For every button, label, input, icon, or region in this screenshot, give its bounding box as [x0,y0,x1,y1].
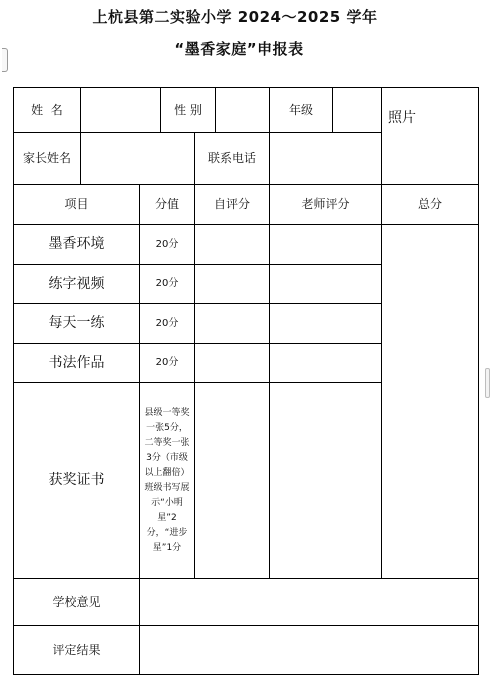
teacher-score-field[interactable] [270,225,381,264]
phone-label: 联系电话 [207,151,256,166]
table-border-bottom [13,674,478,675]
item-label: 书法作品 [48,354,105,371]
score-value: 20分 [155,357,179,368]
column-header-total: 总分 [417,197,442,212]
name-label: 姓 名 [31,102,63,117]
total-score-field[interactable] [382,225,478,578]
item-label: 每天一练 [48,315,105,332]
teacher-score-field[interactable] [270,383,381,578]
result-field[interactable] [140,626,478,674]
school-opinion-field[interactable] [140,579,478,625]
award-score-rules: 县级一等奖一张5分，二等奖一张3分（市级以上翻倍）班级书写展示“小明星”2分，“进步星”1分 [144,407,190,553]
parent-name-label: 家长姓名 [22,151,71,166]
score-value: 20分 [155,278,179,289]
teacher-score-field[interactable] [270,265,381,303]
item-label: 练字视频 [48,275,105,292]
item-label: 获奖证书 [48,472,105,489]
gender-field[interactable] [216,88,269,132]
parent-name-field[interactable] [81,133,194,184]
school-opinion-label: 学校意见 [52,594,101,609]
table-border-right [478,87,479,675]
document-subtitle: “墨香家庭”申报表 [174,40,304,58]
score-value: 20分 [155,238,179,250]
self-score-field[interactable] [195,265,269,303]
column-header-teacher-score: 老师评分 [301,197,350,212]
document-title: 上杭县第二实验小学 2024～2025 学年 [92,8,378,26]
phone-field[interactable] [270,133,381,184]
name-field[interactable] [81,88,160,132]
column-header-item: 项目 [64,197,89,212]
self-score-field[interactable] [195,344,269,382]
item-label: 墨香环境 [48,236,105,253]
self-score-field[interactable] [195,383,269,578]
self-score-field[interactable] [195,304,269,343]
grade-label: 年级 [288,102,313,117]
self-score-field[interactable] [195,225,269,264]
column-header-score: 分值 [154,197,179,212]
result-label: 评定结果 [52,642,101,657]
scrollbar-handle[interactable] [485,368,490,398]
gender-label: 性 别 [174,102,202,117]
teacher-score-field[interactable] [270,304,381,343]
photo-box[interactable]: 照片 [388,110,416,126]
teacher-score-field[interactable] [270,344,381,382]
score-value: 20分 [155,317,179,329]
column-header-self-score: 自评分 [213,197,250,212]
grade-field[interactable] [333,88,381,132]
